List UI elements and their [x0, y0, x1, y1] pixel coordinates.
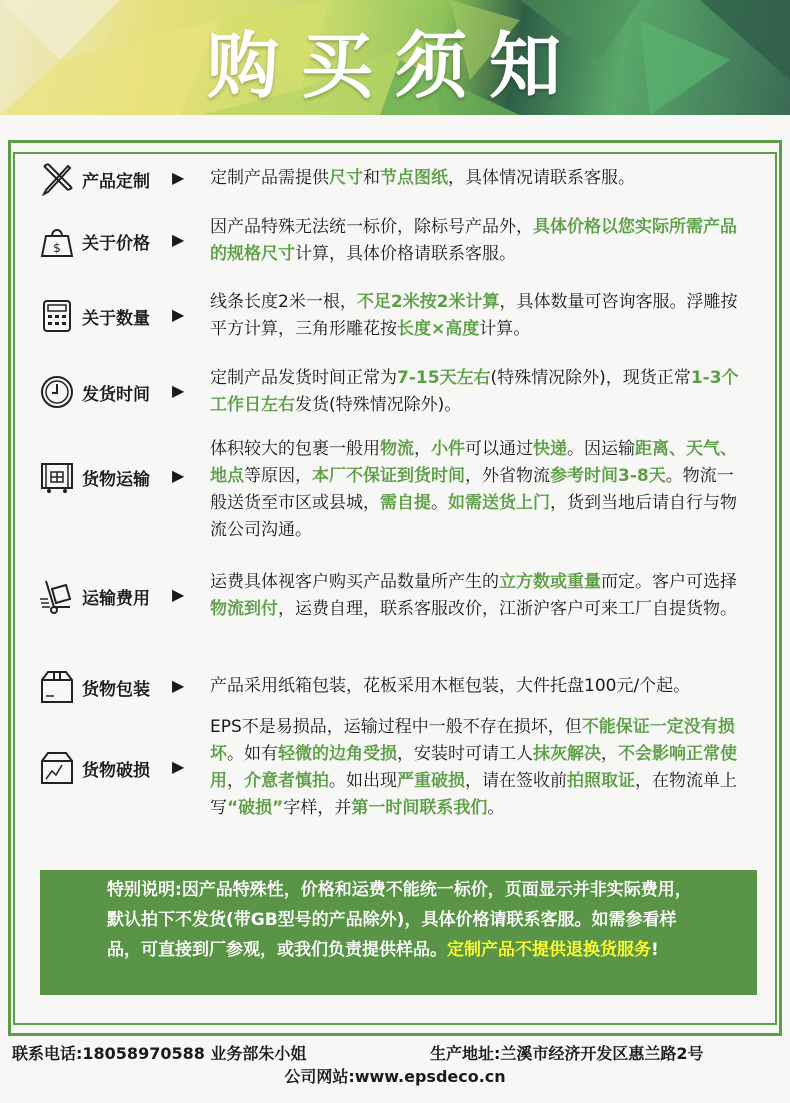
- row-label: 货物包装: [82, 679, 150, 700]
- text-segment: ，运费自理，联系客服改价，江浙沪客户可来工厂自提货物。: [278, 599, 737, 619]
- text-segment: 。: [487, 798, 505, 818]
- footer-address: 生产地址:兰溪市经济开发区惠兰路2号: [430, 1044, 704, 1063]
- row-text: [210, 214, 750, 268]
- arrow-right-icon: ▶: [172, 230, 185, 249]
- text-segment: ，: [227, 771, 244, 791]
- price-bag-icon: [38, 222, 76, 260]
- calculator-icon: [38, 297, 76, 335]
- special-lead: 特别说明:: [107, 880, 182, 900]
- pencil-ruler-icon: [38, 160, 76, 198]
- row-text: [210, 365, 750, 419]
- text-segment: 发货(特殊情况除外)。: [295, 395, 462, 415]
- text-segment: 体积较大的包裹一般用: [210, 439, 380, 459]
- text-segment: ，外省物流: [465, 466, 550, 486]
- highlight-text: “破损”: [227, 798, 284, 818]
- text-segment: 计算，具体价格请联系客服。: [295, 244, 516, 264]
- text-segment: (特殊情况除外)，现货正常: [490, 368, 691, 388]
- row-text: [210, 436, 750, 544]
- highlight-text: 抹灰解决: [533, 744, 601, 764]
- text-segment: 等原因，: [244, 466, 312, 486]
- arrow-right-icon: ▶: [172, 381, 185, 400]
- row-label: 运输费用: [82, 589, 150, 609]
- row-text: [210, 673, 750, 700]
- arrow-right-icon: ▶: [172, 167, 185, 187]
- highlight-text: 立方数或重量: [499, 572, 601, 592]
- special-highlight: 定制产品不提供退换货服务: [447, 940, 651, 960]
- arrow-right-icon: ▶: [172, 585, 185, 604]
- text-segment: 。物流一般送货至市区或县城，: [210, 466, 734, 513]
- text-segment: 因产品特殊无法统一标价，除标号产品外，: [210, 217, 533, 237]
- text-segment: ，具体数量可咨询客服。浮雕按平方计算，三角形雕花按: [210, 292, 738, 339]
- text-segment: ，请在签收前: [465, 771, 567, 791]
- special-end: !: [651, 940, 659, 960]
- row-text: [210, 714, 750, 822]
- row-label: 货物破损: [82, 761, 150, 781]
- text-segment: 。如出现: [329, 771, 397, 791]
- text-segment: ，: [414, 439, 431, 459]
- text-segment: 线条长度2米一根，: [210, 292, 357, 312]
- highlight-text: 不会影响正常使用: [210, 744, 737, 791]
- highlight-text: 物流: [380, 439, 414, 459]
- highlight-text: 快递: [533, 439, 567, 459]
- arrow-right-icon: ▶: [172, 465, 185, 485]
- highlight-text: 如需送货上门: [448, 493, 550, 513]
- row-text: [210, 289, 750, 343]
- hand-truck-icon: [38, 577, 76, 615]
- text-segment: 而定。客户可选择: [601, 572, 737, 592]
- highlight-text: 轻微的边角受损: [278, 744, 397, 764]
- row-label: 货物运输: [82, 469, 150, 490]
- page-title: 购买须知: [206, 24, 583, 108]
- text-segment: 运费具体视客户购买产品数量所产生的: [210, 572, 499, 592]
- row-label: 发货时间: [82, 385, 150, 405]
- truck-icon: [38, 458, 76, 496]
- highlight-text: 需自提: [380, 493, 431, 513]
- footer-website: 公司网站:www.epsdeco.cn: [284, 1067, 506, 1086]
- highlight-text: 节点图纸: [380, 168, 448, 188]
- header-banner: [0, 0, 790, 115]
- highlight-text: 不能保证一定没有损坏: [210, 717, 735, 764]
- highlight-text: 介意者慎拍: [244, 771, 329, 791]
- special-body: 因产品特殊性，价格和运费不能统一标价，页面显示并非实际费用，默认拍下不发货(带GB型号的产品除外)，具体价格请联系客服。如需参看样品，可直接到厂参观，或我们负责提供样品。: [107, 880, 692, 960]
- text-segment: 定制产品需提供: [210, 168, 329, 188]
- highlight-text: 参考时间3-8天: [550, 466, 666, 486]
- highlight-text: 严重破损: [397, 771, 465, 791]
- row-label: 产品定制: [82, 171, 150, 192]
- highlight-text: 长度×高度: [397, 319, 480, 339]
- row-text: [210, 165, 750, 192]
- svg-text:$: $: [53, 241, 61, 255]
- row-label: 关于价格: [82, 234, 150, 254]
- text-segment: ，安装时可请工人: [397, 744, 533, 764]
- text-segment: 字样，并: [283, 798, 352, 818]
- text-segment: ，: [601, 744, 618, 764]
- text-segment: 和: [363, 168, 380, 188]
- highlight-text: 不足2米按2米计算: [356, 292, 500, 312]
- highlight-text: 第一时间联系我们: [351, 798, 488, 818]
- highlight-text: 距离、天气、地点: [210, 439, 737, 486]
- text-segment: ，在物流单上写: [210, 771, 737, 818]
- text-segment: 。如有: [227, 744, 278, 764]
- text-segment: 可以通过: [465, 439, 533, 459]
- highlight-text: 物流到付: [210, 599, 278, 619]
- footer-phone: 联系电话:18058970588 业务部朱小姐: [12, 1044, 307, 1063]
- broken-box-icon: [38, 749, 76, 787]
- highlight-text: 小件: [431, 439, 465, 459]
- text-segment: ，货到当地后请自行与物流公司沟通。: [210, 493, 737, 540]
- clock-icon: [38, 373, 76, 411]
- arrow-right-icon: ▶: [172, 305, 185, 324]
- highlight-text: 拍照取证: [567, 771, 635, 791]
- box-icon: [38, 668, 76, 706]
- highlight-text: 本厂不保证到货时间: [312, 466, 465, 486]
- text-segment: ，具体情况请联系客服。: [448, 168, 635, 188]
- text-segment: 产品采用纸箱包装，花板采用木框包装，大件托盘100元/个起。: [210, 676, 691, 696]
- special-note: [40, 870, 757, 995]
- highlight-text: 具体价格以您实际所需产品的规格尺寸: [210, 217, 737, 264]
- text-segment: 。: [431, 493, 448, 513]
- highlight-text: 7-15天左右: [397, 368, 491, 388]
- text-segment: 定制产品发货时间正常为: [210, 368, 397, 388]
- row-label: 关于数量: [82, 309, 150, 329]
- row-text: [210, 569, 750, 623]
- arrow-right-icon: ▶: [172, 675, 185, 695]
- highlight-text: 尺寸: [329, 168, 363, 188]
- text-segment: 计算。: [479, 319, 531, 339]
- highlight-text: 1-3个工作日左右: [210, 368, 739, 415]
- text-segment: EPS不是易损品，运输过程中一般不存在损坏，但: [210, 717, 582, 737]
- arrow-right-icon: ▶: [172, 757, 185, 776]
- text-segment: 。因运输: [567, 439, 635, 459]
